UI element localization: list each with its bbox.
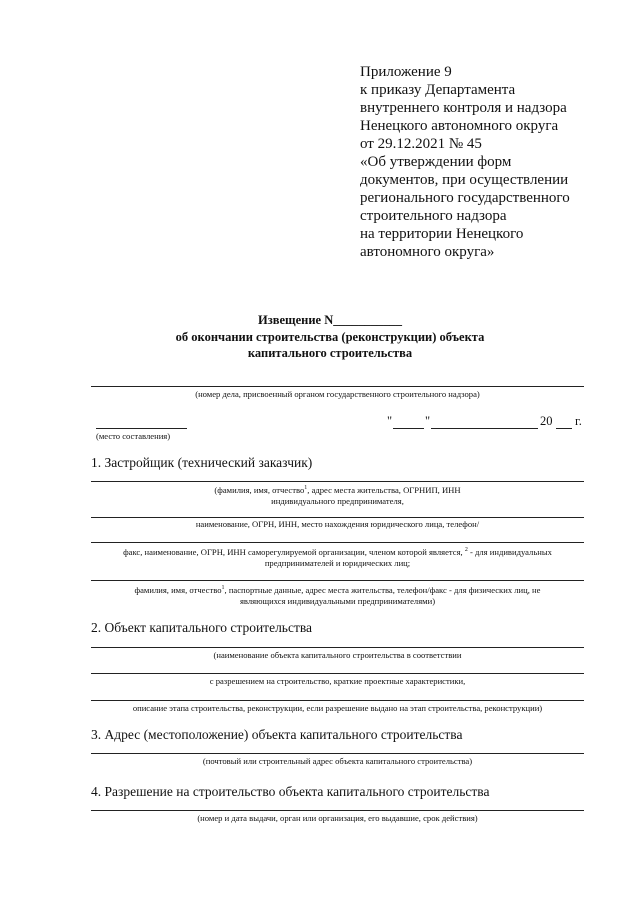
section-2-heading: 2. Объект капитального строительства bbox=[91, 620, 313, 635]
appendix-line: автономного округа» bbox=[360, 244, 495, 260]
appendix-line: документов, при осуществлении bbox=[360, 172, 569, 188]
appendix-line: внутреннего контроля и надзора bbox=[360, 100, 567, 116]
place-line bbox=[96, 428, 187, 429]
section-1-line-2 bbox=[91, 517, 584, 518]
section-4-line-1 bbox=[91, 810, 584, 811]
appendix-line: от 29.12.2021 № 45 bbox=[360, 136, 482, 152]
appendix-line: регионального государственного bbox=[360, 190, 570, 206]
appendix-line: Ненецкого автономного округа bbox=[360, 118, 559, 134]
section-1-caption-4: фамилия, имя, отчество$^1$, паспортные данные, адрес места жительства, телефон/факс - для физических лиц, не являющихся индивидуальными предпринимателями) bbox=[134, 584, 541, 606]
section-1-caption-3: факс, наименование, ОГРН, ИНН саморегулируемой организации, членом которой является, $^2$ - для индивидуальных предпринимателей и юридических лиц; bbox=[123, 546, 552, 568]
section-2-caption-1: (наименование объекта капитального строительства в соответствии bbox=[213, 650, 462, 660]
section-1-line-3 bbox=[91, 542, 584, 543]
section-2-line-2 bbox=[91, 673, 584, 674]
section-2-line-3 bbox=[91, 700, 584, 701]
section-2-caption-2: с разрешением на строительство, краткие проектные характеристики, bbox=[209, 676, 466, 686]
case-number-caption: (номер дела, присвоенный органом государственного строительного надзора) bbox=[195, 389, 480, 399]
appendix-line: Приложение 9 bbox=[360, 64, 452, 80]
date-month-line bbox=[431, 428, 538, 429]
appendix-line: к приказу Департамента bbox=[360, 82, 516, 98]
date-year-prefix: 20 bbox=[540, 414, 553, 428]
section-1-line-1 bbox=[91, 481, 584, 482]
appendix-header bbox=[360, 63, 620, 261]
section-3-caption-1: (почтовый или строительный адрес объекта капитального строительства) bbox=[202, 756, 473, 766]
document-title: Извещение N___________ bbox=[257, 313, 402, 327]
section-1-heading: 1. Застройщик (технический заказчик) bbox=[91, 455, 313, 470]
section-4-caption-1: (номер и дата выдачи, орган или организация, его выдавшие, срок действия) bbox=[197, 813, 478, 823]
section-3-heading: 3. Адрес (местоположение) объекта капитального строительства bbox=[91, 727, 463, 742]
section-2-caption-3: описание этапа строительства, реконструкции, если разрешение выдано на этап строительства, реконструкции) bbox=[132, 703, 543, 713]
date-open-quote: " bbox=[387, 414, 393, 428]
section-3-line-1 bbox=[91, 753, 584, 754]
section-1-caption-2: наименование, ОГРН, ИНН, место нахождения юридического лица, телефон/ bbox=[195, 519, 480, 529]
section-4-heading: 4. Разрешение на строительство объекта капитального строительства bbox=[91, 784, 490, 799]
case-number-line bbox=[91, 386, 584, 387]
place-caption: (место составления) bbox=[96, 431, 171, 441]
document-subtitle: об окончании строительства (реконструкции) объекта bbox=[175, 330, 485, 344]
appendix-line: на территории Ненецкого bbox=[360, 226, 524, 242]
section-1-line-4 bbox=[91, 580, 584, 581]
date-close-quote: " bbox=[425, 414, 431, 428]
date-year-line bbox=[556, 428, 572, 429]
section-1-caption-1: (фамилия, имя, отчество$^1$, адрес места жительства, ОГРНИП, ИНН индивидуального предпринимателя, bbox=[214, 484, 461, 506]
section-2-line-1 bbox=[91, 647, 584, 648]
date-year-suffix: г. bbox=[575, 414, 582, 428]
appendix-line: «Об утверждении форм bbox=[360, 154, 512, 170]
document-subtitle-2: капитального строительства bbox=[247, 346, 413, 360]
appendix-line: строительного надзора bbox=[360, 208, 507, 224]
date-day-line bbox=[393, 428, 424, 429]
